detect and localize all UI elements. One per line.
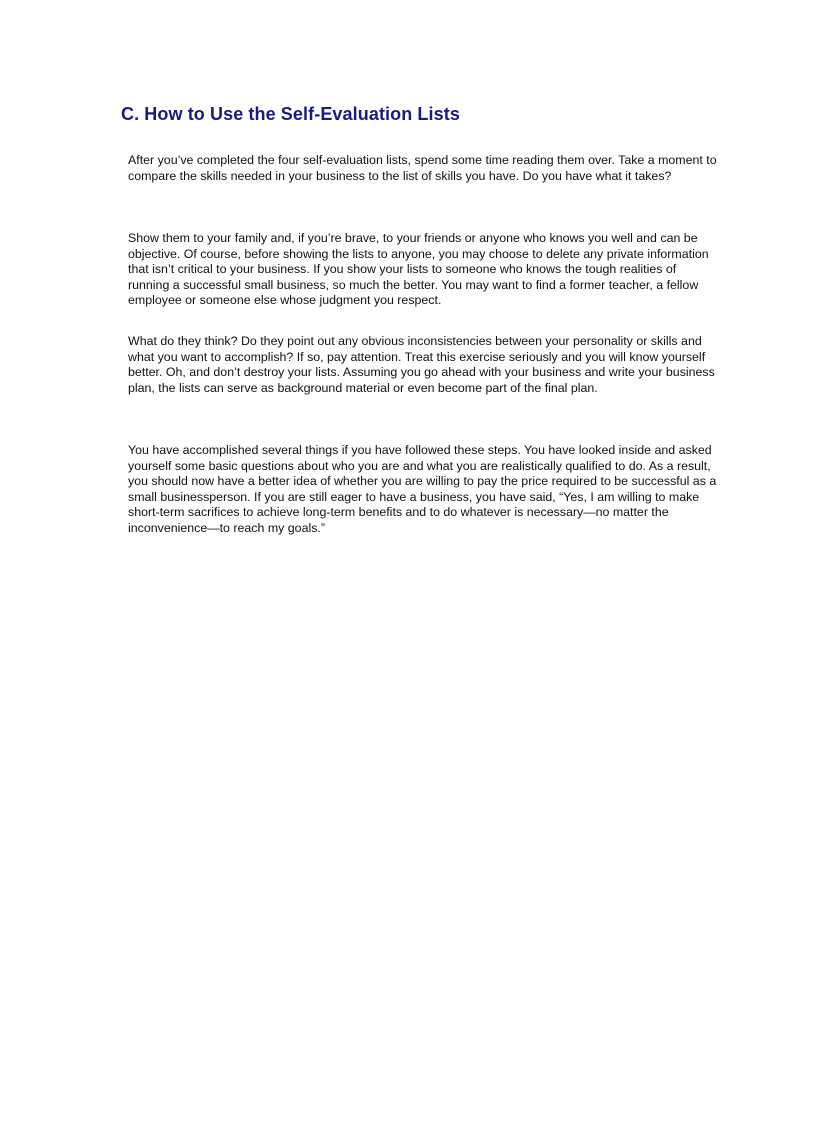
paragraph-review-lists: After you’ve completed the four self-evaluation lists, spend some time reading them over. Take a moment to compare the skills needed in your business to the list of skills you have. Do you have what it takes? [128, 153, 717, 183]
paragraph-feedback: What do they think? Do they point out any obvious inconsistencies between your personality or skills and what you want to accomplish? If so, pay attention. Treat this exercise seriously and you will know yourself better. Oh, and don’t destroy your lists. Assuming you go ahead with your business and write your business plan, the lists can serve as background material or even become part of the final plan. [128, 334, 715, 395]
section-heading: C. How to Use the Self-Evaluation Lists [121, 104, 460, 124]
paragraph-accomplishments: You have accomplished several things if you have followed these steps. You have looked inside and asked yourself some basic questions about who you are and what you are realistically qualified to do. As a result, you should now have a better idea of whether you are willing to pay the price required to be successful as a small businessperson. If you are still eager to have a business, you have said, “Yes, I am willing to make short-term sacrifices to achieve long-term benefits and to do whatever is necessary—no matter the inconvenience—to reach my goals.” [128, 443, 717, 535]
paragraph-share-lists: Show them to your family and, if you’re brave, to your friends or anyone who knows you well and can be objective. Of course, before showing the lists to anyone, you may choose to delete any private information that isn’t critical to your business. If you show your lists to someone who knows the tough realities of running a successful small business, so much the better. You may want to find a former teacher, a fellow employee or someone else whose judgment you respect. [128, 231, 709, 308]
